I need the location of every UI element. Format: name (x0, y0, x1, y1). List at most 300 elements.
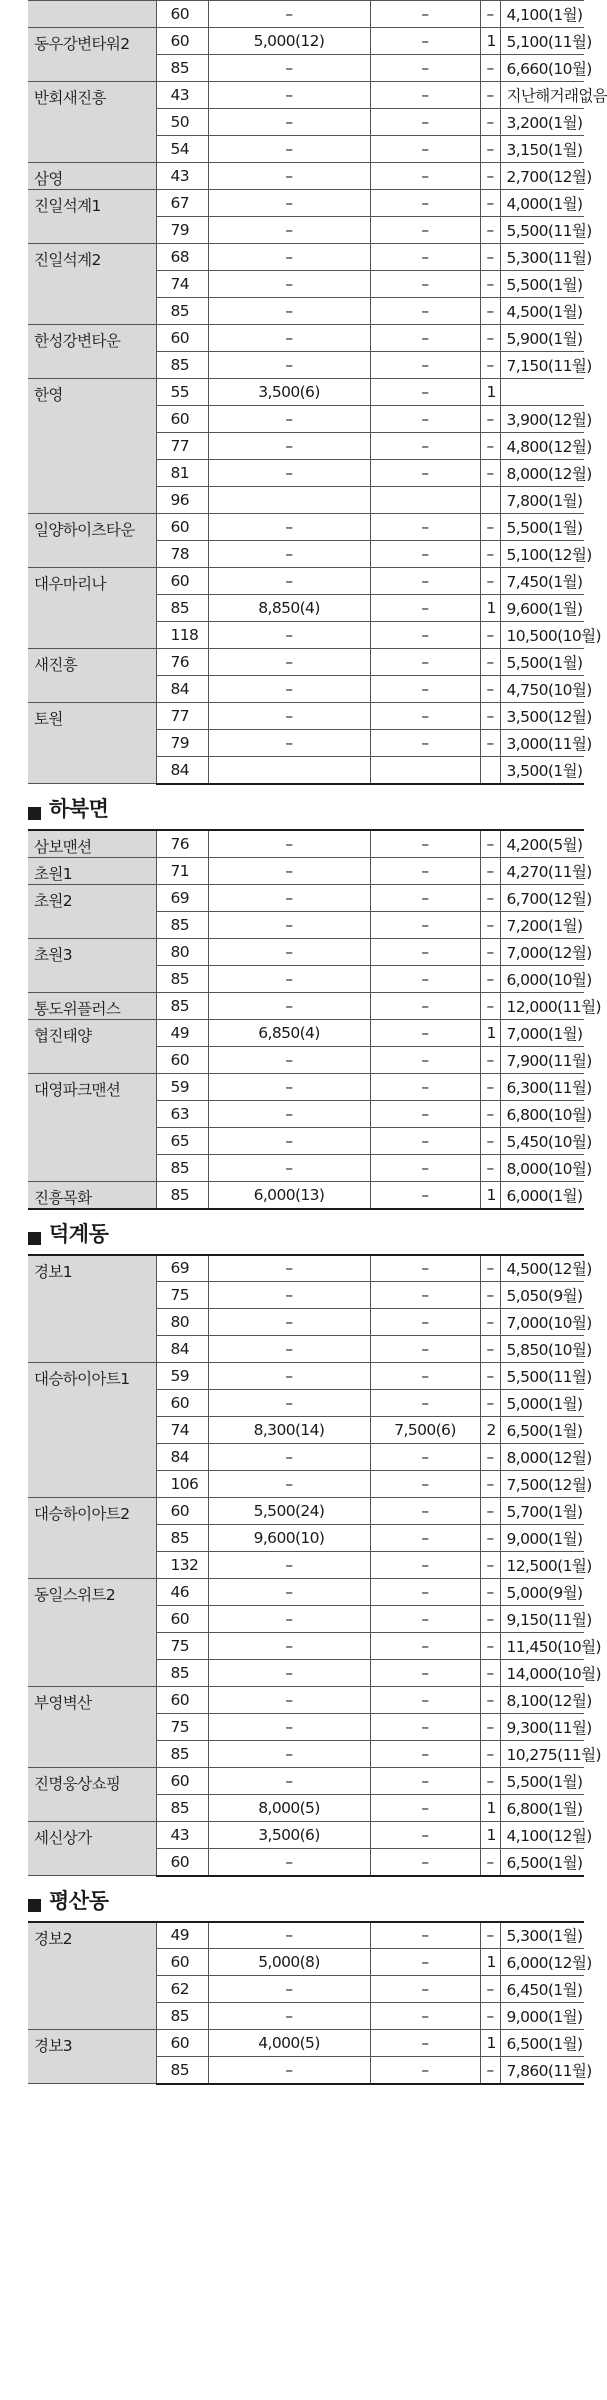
last-trade-cell: 6,000(1월) (500, 1181, 584, 1209)
asking-price-cell: – (208, 136, 370, 163)
count-cell: – (480, 1606, 500, 1633)
complex-name: 동우강변타워2 (28, 28, 156, 82)
last-trade-cell: 7,150(11월) (500, 352, 584, 379)
asking-price-cell: – (208, 1444, 370, 1471)
count-cell: – (480, 1282, 500, 1309)
last-trade-cell: 7,000(1월) (500, 1019, 584, 1046)
asking-price-cell: – (208, 730, 370, 757)
area-cell: 60 (156, 1390, 208, 1417)
count-cell: – (480, 1390, 500, 1417)
count-cell: – (480, 514, 500, 541)
area-cell: 71 (156, 857, 208, 884)
last-trade-cell: 5,500(1월) (500, 1768, 584, 1795)
jeonse-price-cell: – (370, 271, 480, 298)
count-cell: – (480, 1633, 500, 1660)
last-trade-cell: 5,300(11월) (500, 244, 584, 271)
asking-price-cell: – (208, 514, 370, 541)
count-cell: – (480, 1552, 500, 1579)
area-cell: 84 (156, 1444, 208, 1471)
jeonse-price-cell: – (370, 703, 480, 730)
area-cell: 75 (156, 1282, 208, 1309)
table-row (28, 703, 584, 730)
jeonse-price-cell: – (370, 1687, 480, 1714)
count-cell: – (480, 1849, 500, 1876)
count-cell: – (480, 271, 500, 298)
last-trade-cell: 6,700(12월) (500, 884, 584, 911)
area-cell: 85 (156, 595, 208, 622)
asking-price-cell: – (208, 1282, 370, 1309)
count-cell: – (480, 1579, 500, 1606)
jeonse-price-cell: – (370, 244, 480, 271)
last-trade-cell: 8,000(10월) (500, 1154, 584, 1181)
jeonse-price-cell: – (370, 1073, 480, 1100)
count-cell: – (480, 649, 500, 676)
last-trade-cell: 4,200(5월) (500, 830, 584, 858)
section-title-text: 하북면 (49, 796, 109, 821)
last-trade-cell: 4,500(1월) (500, 298, 584, 325)
last-trade-cell: 7,200(1월) (500, 911, 584, 938)
count-cell: – (480, 1498, 500, 1525)
jeonse-price-cell: – (370, 1714, 480, 1741)
count-cell: – (480, 433, 500, 460)
table-row (28, 325, 584, 352)
jeonse-price-cell: – (370, 136, 480, 163)
jeonse-price-cell: – (370, 433, 480, 460)
last-trade-cell: 6,800(10월) (500, 1100, 584, 1127)
jeonse-price-cell: – (370, 82, 480, 109)
complex-name: 진명웅상쇼핑 (28, 1768, 156, 1822)
count-cell: 1 (480, 1181, 500, 1209)
jeonse-price-cell: – (370, 1552, 480, 1579)
count-cell: – (480, 136, 500, 163)
last-trade-cell: 4,100(1월) (500, 1, 584, 28)
complex-name: 토원 (28, 703, 156, 784)
area-cell: 60 (156, 1606, 208, 1633)
count-cell: 1 (480, 1949, 500, 1976)
square-bullet-icon (28, 1232, 41, 1245)
last-trade-cell: 7,800(1월) (500, 487, 584, 514)
jeonse-price-cell: – (370, 830, 480, 858)
asking-price-cell: – (208, 406, 370, 433)
complex-name: 대우마리나 (28, 568, 156, 649)
jeonse-price-cell: – (370, 190, 480, 217)
table-row (28, 379, 584, 406)
count-cell: – (480, 1127, 500, 1154)
asking-price-cell: – (208, 1714, 370, 1741)
complex-name: 초원3 (28, 938, 156, 992)
area-cell: 84 (156, 1336, 208, 1363)
jeonse-price-cell: – (370, 541, 480, 568)
table-row (28, 2030, 584, 2057)
jeonse-price-cell: – (370, 1525, 480, 1552)
price-table (28, 1254, 601, 1877)
last-trade-cell: 6,800(1월) (500, 1795, 584, 1822)
area-cell: 65 (156, 1127, 208, 1154)
last-trade-cell (500, 379, 584, 406)
table-row (28, 1822, 584, 1849)
asking-price-cell: 5,500(24) (208, 1498, 370, 1525)
last-trade-cell: 5,000(9월) (500, 1579, 584, 1606)
jeonse-price-cell: – (370, 1471, 480, 1498)
count-cell: 2 (480, 1417, 500, 1444)
last-trade-cell: 지난해거래없음 (500, 82, 584, 109)
last-trade-cell: 4,500(12월) (500, 1255, 584, 1282)
area-cell: 118 (156, 622, 208, 649)
last-trade-cell: 6,300(11월) (500, 1073, 584, 1100)
jeonse-price-cell: – (370, 1633, 480, 1660)
asking-price-cell: 5,000(8) (208, 1949, 370, 1976)
count-cell: – (480, 244, 500, 271)
jeonse-price-cell: – (370, 676, 480, 703)
area-cell: 80 (156, 938, 208, 965)
asking-price-cell: – (208, 1390, 370, 1417)
area-cell: 74 (156, 271, 208, 298)
count-cell: – (480, 541, 500, 568)
asking-price-cell: – (208, 217, 370, 244)
last-trade-cell: 9,000(1월) (500, 1525, 584, 1552)
last-trade-cell: 7,450(1월) (500, 568, 584, 595)
last-trade-cell: 5,500(1월) (500, 271, 584, 298)
section-title (0, 1210, 600, 1254)
jeonse-price-cell: – (370, 1949, 480, 1976)
asking-price-cell: – (208, 1046, 370, 1073)
complex-name: 세신상가 (28, 1822, 156, 1876)
asking-price-cell: – (208, 830, 370, 858)
complex-name: 일양하이츠타운 (28, 514, 156, 568)
asking-price-cell (208, 757, 370, 784)
area-cell: 63 (156, 1100, 208, 1127)
last-trade-cell: 3,500(12월) (500, 703, 584, 730)
area-cell: 67 (156, 190, 208, 217)
table-row (28, 1019, 584, 1046)
asking-price-cell: – (208, 1633, 370, 1660)
table-row (28, 82, 584, 109)
count-cell: – (480, 2003, 500, 2030)
count-cell: – (480, 1714, 500, 1741)
area-cell: 60 (156, 1849, 208, 1876)
section-title (0, 785, 600, 829)
asking-price-cell: – (208, 965, 370, 992)
count-cell: – (480, 1660, 500, 1687)
area-cell: 55 (156, 379, 208, 406)
last-trade-cell: 3,500(1월) (500, 757, 584, 784)
last-trade-cell: 3,000(11월) (500, 730, 584, 757)
asking-price-cell: – (208, 1073, 370, 1100)
last-trade-cell: 6,450(1월) (500, 1976, 584, 2003)
asking-price-cell: – (208, 884, 370, 911)
table-row (28, 28, 584, 55)
area-cell: 85 (156, 1154, 208, 1181)
asking-price-cell: – (208, 622, 370, 649)
count-cell: – (480, 82, 500, 109)
area-cell: 132 (156, 1552, 208, 1579)
last-trade-cell: 5,700(1월) (500, 1498, 584, 1525)
jeonse-price-cell: – (370, 514, 480, 541)
last-trade-cell: 7,860(11월) (500, 2057, 584, 2084)
jeonse-price-cell: – (370, 1498, 480, 1525)
count-cell: – (480, 406, 500, 433)
area-cell: 79 (156, 730, 208, 757)
last-trade-cell: 12,000(11월) (500, 992, 584, 1019)
last-trade-cell: 5,100(11월) (500, 28, 584, 55)
area-cell: 85 (156, 1660, 208, 1687)
jeonse-price-cell: – (370, 1768, 480, 1795)
complex-name: 진일석계2 (28, 244, 156, 325)
last-trade-cell: 6,500(1월) (500, 1417, 584, 1444)
area-cell: 43 (156, 82, 208, 109)
last-trade-cell: 5,100(12월) (500, 541, 584, 568)
area-cell: 85 (156, 298, 208, 325)
count-cell: – (480, 1444, 500, 1471)
area-cell: 60 (156, 1, 208, 28)
square-bullet-icon (28, 1899, 41, 1912)
asking-price-cell: – (208, 1336, 370, 1363)
count-cell: 1 (480, 1822, 500, 1849)
jeonse-price-cell: – (370, 857, 480, 884)
last-trade-cell: 6,500(1월) (500, 2030, 584, 2057)
jeonse-price-cell: – (370, 55, 480, 82)
jeonse-price-cell: – (370, 1363, 480, 1390)
table-row (28, 514, 584, 541)
jeonse-price-cell: – (370, 1309, 480, 1336)
count-cell: – (480, 109, 500, 136)
asking-price-cell: – (208, 2057, 370, 2084)
jeonse-price-cell: – (370, 1127, 480, 1154)
complex-name: 초원2 (28, 884, 156, 938)
jeonse-price-cell: – (370, 1822, 480, 1849)
jeonse-price-cell: – (370, 1976, 480, 2003)
count-cell: – (480, 1471, 500, 1498)
asking-price-cell: – (208, 1976, 370, 2003)
asking-price-cell: – (208, 676, 370, 703)
area-cell: 59 (156, 1363, 208, 1390)
asking-price-cell: – (208, 163, 370, 190)
asking-price-cell: – (208, 1127, 370, 1154)
jeonse-price-cell (370, 487, 480, 514)
area-cell: 85 (156, 965, 208, 992)
area-cell: 81 (156, 460, 208, 487)
area-cell: 85 (156, 352, 208, 379)
asking-price-cell: – (208, 541, 370, 568)
asking-price-cell: – (208, 1922, 370, 1949)
complex-name: 대승하이아트2 (28, 1498, 156, 1579)
count-cell: – (480, 460, 500, 487)
last-trade-cell: 9,000(1월) (500, 2003, 584, 2030)
asking-price-cell: – (208, 1154, 370, 1181)
asking-price-cell: – (208, 1579, 370, 1606)
asking-price-cell: – (208, 1768, 370, 1795)
table-row (28, 1255, 584, 1282)
count-cell: – (480, 352, 500, 379)
asking-price-cell: – (208, 352, 370, 379)
price-table (28, 0, 607, 785)
area-cell: 49 (156, 1922, 208, 1949)
area-cell: 60 (156, 2030, 208, 2057)
asking-price-cell: – (208, 55, 370, 82)
last-trade-cell: 5,050(9월) (500, 1282, 584, 1309)
area-cell: 85 (156, 911, 208, 938)
count-cell: – (480, 1976, 500, 2003)
asking-price-cell: 5,000(12) (208, 28, 370, 55)
asking-price-cell: – (208, 2003, 370, 2030)
jeonse-price-cell: – (370, 938, 480, 965)
jeonse-price-cell: – (370, 884, 480, 911)
count-cell: – (480, 55, 500, 82)
area-cell: 68 (156, 244, 208, 271)
table-row (28, 992, 584, 1019)
count-cell: – (480, 1073, 500, 1100)
last-trade-cell: 4,000(1월) (500, 190, 584, 217)
count-cell: – (480, 730, 500, 757)
last-trade-cell: 5,500(11월) (500, 217, 584, 244)
jeonse-price-cell: – (370, 1019, 480, 1046)
last-trade-cell: 3,150(1월) (500, 136, 584, 163)
area-cell: 85 (156, 1795, 208, 1822)
area-cell: 84 (156, 676, 208, 703)
last-trade-cell: 14,000(10월) (500, 1660, 584, 1687)
last-trade-cell: 12,500(1월) (500, 1552, 584, 1579)
complex-name (28, 1, 156, 28)
jeonse-price-cell: – (370, 460, 480, 487)
count-cell: – (480, 325, 500, 352)
last-trade-cell: 10,500(10월) (500, 622, 584, 649)
last-trade-cell: 5,500(1월) (500, 649, 584, 676)
asking-price-cell: – (208, 857, 370, 884)
jeonse-price-cell: – (370, 1922, 480, 1949)
count-cell: – (480, 1922, 500, 1949)
area-cell: 60 (156, 28, 208, 55)
area-cell: 43 (156, 163, 208, 190)
complex-name: 부영벽산 (28, 1687, 156, 1768)
jeonse-price-cell: – (370, 911, 480, 938)
count-cell: – (480, 217, 500, 244)
asking-price-cell: 9,600(10) (208, 1525, 370, 1552)
jeonse-price-cell: – (370, 568, 480, 595)
table-row (28, 1363, 584, 1390)
jeonse-price-cell: – (370, 1336, 480, 1363)
price-table (28, 829, 601, 1210)
count-cell: 1 (480, 379, 500, 406)
last-trade-cell: 5,500(11월) (500, 1363, 584, 1390)
count-cell: – (480, 298, 500, 325)
jeonse-price-cell: – (370, 1046, 480, 1073)
complex-name: 협진태양 (28, 1019, 156, 1073)
complex-name: 동일스위트2 (28, 1579, 156, 1687)
area-cell: 60 (156, 1046, 208, 1073)
jeonse-price-cell: – (370, 325, 480, 352)
count-cell: 1 (480, 28, 500, 55)
count-cell: – (480, 992, 500, 1019)
asking-price-cell: – (208, 433, 370, 460)
jeonse-price-cell: – (370, 352, 480, 379)
last-trade-cell: 5,850(10월) (500, 1336, 584, 1363)
asking-price-cell: – (208, 1100, 370, 1127)
last-trade-cell: 10,275(11월) (500, 1741, 584, 1768)
count-cell: – (480, 2057, 500, 2084)
asking-price-cell: – (208, 1309, 370, 1336)
last-trade-cell: 4,800(12월) (500, 433, 584, 460)
area-cell: 85 (156, 1741, 208, 1768)
area-cell: 49 (156, 1019, 208, 1046)
complex-name: 한영 (28, 379, 156, 514)
asking-price-cell: – (208, 109, 370, 136)
count-cell: 1 (480, 1019, 500, 1046)
complex-name: 삼영 (28, 163, 156, 190)
table-row (28, 244, 584, 271)
complex-name: 초원1 (28, 857, 156, 884)
area-cell: 76 (156, 830, 208, 858)
last-trade-cell: 6,000(12월) (500, 1949, 584, 1976)
jeonse-price-cell: – (370, 298, 480, 325)
last-trade-cell: 5,500(1월) (500, 514, 584, 541)
jeonse-price-cell: – (370, 379, 480, 406)
last-trade-cell: 4,100(12월) (500, 1822, 584, 1849)
asking-price-cell: 6,850(4) (208, 1019, 370, 1046)
last-trade-cell: 6,000(10월) (500, 965, 584, 992)
count-cell: – (480, 1525, 500, 1552)
asking-price-cell: – (208, 271, 370, 298)
jeonse-price-cell: – (370, 1579, 480, 1606)
asking-price-cell: – (208, 703, 370, 730)
asking-price-cell: – (208, 1741, 370, 1768)
square-bullet-icon (28, 807, 41, 820)
jeonse-price-cell: – (370, 965, 480, 992)
complex-name: 한성강변타운 (28, 325, 156, 379)
count-cell: – (480, 1, 500, 28)
section-title (0, 1877, 600, 1921)
count-cell: – (480, 1100, 500, 1127)
complex-name: 반회새진흥 (28, 82, 156, 163)
asking-price-cell: 8,000(5) (208, 1795, 370, 1822)
last-trade-cell: 3,200(1월) (500, 109, 584, 136)
area-cell: 85 (156, 1525, 208, 1552)
jeonse-price-cell: – (370, 730, 480, 757)
area-cell: 85 (156, 992, 208, 1019)
asking-price-cell: – (208, 190, 370, 217)
jeonse-price-cell: – (370, 1282, 480, 1309)
jeonse-price-cell: – (370, 2003, 480, 2030)
area-cell: 60 (156, 1768, 208, 1795)
count-cell: – (480, 911, 500, 938)
last-trade-cell: 3,900(12월) (500, 406, 584, 433)
area-cell: 78 (156, 541, 208, 568)
table-row (28, 190, 584, 217)
area-cell: 77 (156, 433, 208, 460)
area-cell: 46 (156, 1579, 208, 1606)
asking-price-cell: – (208, 911, 370, 938)
table-row (28, 1922, 584, 1949)
jeonse-price-cell: – (370, 2030, 480, 2057)
complex-name: 대승하이아트1 (28, 1363, 156, 1498)
jeonse-price-cell: – (370, 992, 480, 1019)
last-trade-cell: 9,300(11월) (500, 1714, 584, 1741)
jeonse-price-cell: – (370, 595, 480, 622)
count-cell: 1 (480, 595, 500, 622)
jeonse-price-cell: – (370, 1660, 480, 1687)
jeonse-price-cell: – (370, 1255, 480, 1282)
asking-price-cell: – (208, 568, 370, 595)
jeonse-price-cell: – (370, 1849, 480, 1876)
count-cell: – (480, 676, 500, 703)
asking-price-cell (208, 487, 370, 514)
table-row (28, 857, 584, 884)
last-trade-cell: 7,900(11월) (500, 1046, 584, 1073)
area-cell: 62 (156, 1976, 208, 2003)
count-cell: – (480, 965, 500, 992)
count-cell: – (480, 830, 500, 858)
last-trade-cell: 5,900(1월) (500, 325, 584, 352)
last-trade-cell: 7,000(12월) (500, 938, 584, 965)
